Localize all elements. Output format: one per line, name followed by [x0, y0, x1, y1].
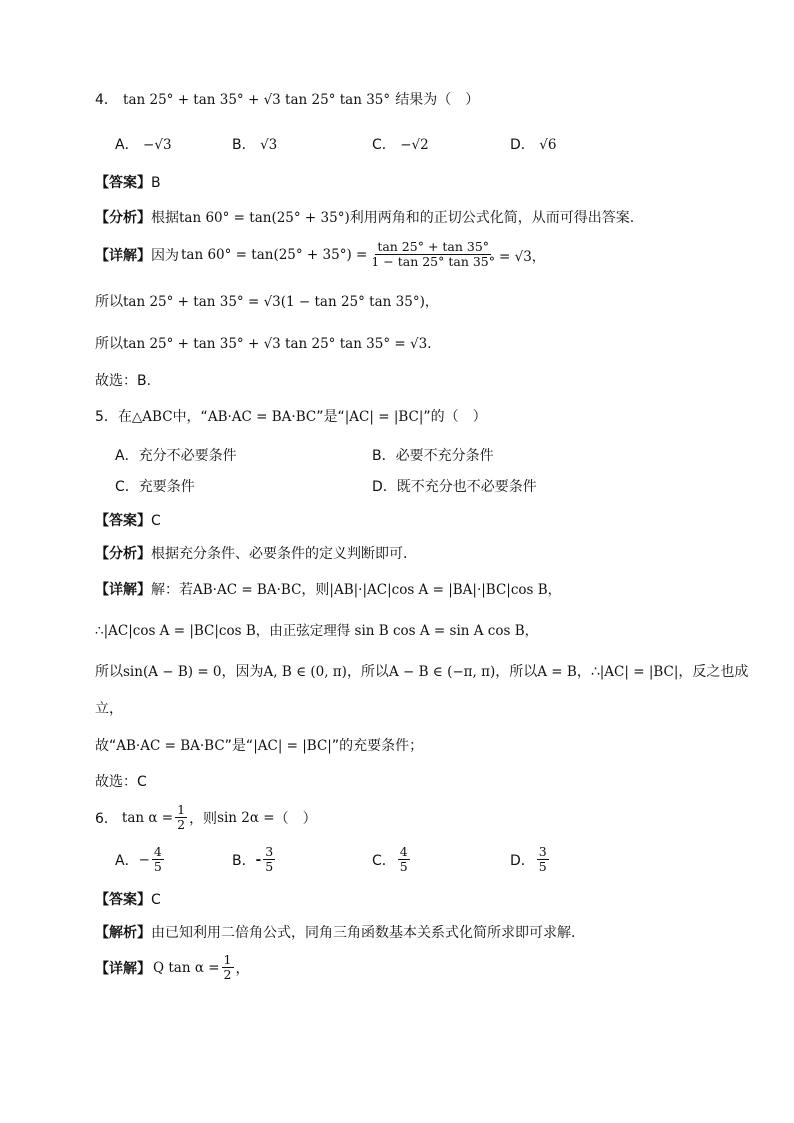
q4-detail: 【详解】 因为 tan 60° = tan(25° + 35°) = $\frac{\tan 25^\circ + \tan 35^\circ}{1 - \tan 25^\circ \tan 35^\circ}$ = √3， [95, 239, 546, 269]
q5-stem: 5．在△ABC中，“AB·AC = BA·BC”是“|AC| = |BC|”的（ ） [95, 409, 487, 425]
q6-option-d-fraction: $\frac{3}{5}$ [538, 844, 547, 874]
q5-line3: 所以sin(A − B) = 0，因为A, B ∈ (0, π)，所以A − B ∈ (−π, π)，所以A = B，∴|AC| = |BC|，反之也成 [95, 664, 749, 680]
detail-tag: 【详解】 [95, 960, 151, 977]
q4-analysis: 【分析】根据tan 60° = tan(25° + 35°)利用两角和的正切公式化简，从而可得出答案. [95, 210, 635, 226]
q4-stem-text: 结果为（ ） [395, 92, 480, 108]
q4-option-a-value: −√3 [143, 137, 172, 153]
analysis-tag: 【分析】 [95, 210, 151, 226]
q6-option-c: C． $\frac{4}{5}$ [372, 844, 408, 874]
q4-choose: 故选：B. [95, 373, 152, 389]
q4-option-c-value: −√2 [400, 137, 429, 153]
q5-answer [95, 510, 161, 530]
q5-option-a: A．充分不必要条件 [115, 448, 237, 464]
q4-option-d: D． √6 [510, 137, 557, 153]
q4-stem [95, 89, 479, 109]
q5-option-d: D．既不充分也不必要条件 [372, 479, 537, 495]
answer-tag: 【答案】 [95, 175, 151, 191]
q5-choose: 故选：C [95, 774, 147, 790]
q4-detail-fraction: $\frac{\tan 25^\circ + \tan 35^\circ}{1 - \tan 25^\circ \tan 35^\circ}$ [371, 239, 496, 269]
q6-option-a: A． − $\frac{4}{5}$ [115, 844, 162, 874]
q4-option-d-value: √6 [539, 137, 557, 153]
q4-number: 4． [95, 92, 118, 108]
q5-analysis: 【分析】根据充分条件、必要条件的定义判断即可. [95, 546, 408, 562]
q4-option-c: C． −√2 [372, 137, 429, 153]
jiexi-tag: 【解析】 [95, 925, 151, 941]
analysis-tag: 【分析】 [95, 546, 151, 562]
q4-option-b: B． √3 [232, 137, 278, 153]
q4-option-a: A． −√3 [115, 137, 172, 153]
q4-stem-math: tan 25° + tan 35° + √3 tan 25° tan 35° [123, 92, 391, 108]
q6-option-d: D． $\frac{3}{5}$ [510, 844, 547, 874]
q6-answer [95, 889, 161, 909]
q6-option-a-fraction: $\frac{4}{5}$ [153, 844, 162, 874]
q5-detail: 【详解】解：若AB·AC = BA·BC，则|AB|·|AC|cos A = |BA|·|BC|cos B， [95, 582, 562, 598]
q5-line4: 立， [95, 701, 123, 717]
q6-stem: 6． tan α = $\frac{1}{2}$ ，则 sin 2α = （ ） [95, 802, 317, 832]
q5-line5: 故“AB·AC = BA·BC”是“|AC| = |BC|”的充要条件； [95, 738, 424, 754]
q5-option-b: B．必要不充分条件 [372, 448, 494, 464]
q6-jiexi: 【解析】由已知利用二倍角公式，同角三角函数基本关系式化简所求即可求解． [95, 925, 585, 941]
q4-line3: 所以tan 25° + tan 35° + √3 tan 25° tan 35° = √3. [95, 336, 432, 352]
q5-answer-value: C [151, 513, 161, 529]
q6-detail-fraction: $\frac{1}{2}$ [223, 952, 232, 982]
q5-option-c: C．充要条件 [115, 479, 195, 495]
detail-tag: 【详解】 [95, 582, 151, 598]
q6-stem-fraction: $\frac{1}{2}$ [177, 802, 186, 832]
q6-detail: 【详解】 Q tan α = $\frac{1}{2}$ ， [95, 952, 250, 982]
q6-option-c-fraction: $\frac{4}{5}$ [399, 844, 408, 874]
q6-option-b: B． - $\frac{3}{5}$ [232, 844, 274, 874]
q4-answer [95, 172, 161, 192]
q4-option-b-value: √3 [260, 137, 278, 153]
q4-line2: 所以tan 25° + tan 35° = √3(1 − tan 25° tan 35°)， [95, 294, 439, 310]
detail-tag: 【详解】 [95, 247, 151, 264]
answer-tag: 【答案】 [95, 513, 151, 529]
q5-line2: ∴|AC|cos A = |BC|cos B，由正弦定理得 sin B cos A = sin A cos B， [95, 623, 539, 639]
q6-option-b-fraction: $\frac{3}{5}$ [265, 844, 274, 874]
q6-answer-value: C [151, 892, 161, 908]
q4-answer-value: B [151, 175, 161, 191]
answer-tag: 【答案】 [95, 892, 151, 908]
